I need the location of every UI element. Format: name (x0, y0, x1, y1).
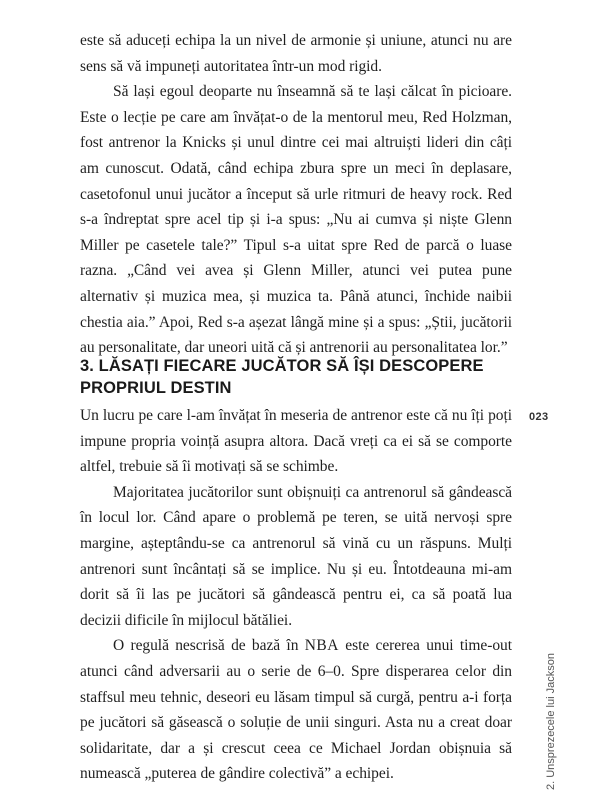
section-heading: 3. LĂSAȚI FIECARE JUCĂTOR SĂ ÎȘI DESCOPERE PROPRIUL DESTIN (80, 357, 484, 397)
nba-abbreviation: NBA (304, 637, 339, 655)
body-text-top (80, 28, 512, 361)
paragraph-continuation: este să aduceți echipa la un nivel de armonie și uniune, atunci nu are sens să vă impuneți autoritatea într-un mod rigid. (80, 32, 512, 75)
paragraph-red-holzman: Să lași egoul deoparte nu înseamnă să te lași călcat în picioare. Este o lecție pe care am învățat-o de la mentorul meu, Red Holzman, fost antrenor la Knicks și unul dintre cei mai altruiști lideri din câți am cunoscut. Odată, când echipa zbura spre un meci în deplasare, casetofonul unui jucător a început să urle ritmuri de heavy rock. Red s-a îndreptat spre acel tip și i-a spus: „Nu ai cumva și niște Glenn Miller pe casetele tale?” Tipul s-a uitat spre Red de parcă o luase razna. „Când vei avea și Glenn Miller, atunci vei putea pune alternativ și muzica mea, și muzica ta. Până atunci, închide naibii chestia aia.” Apoi, Red s-a așezat lângă mine și a spus: „Știi, jucătorii au personalitate, dar uneori uită că și antrenorii au personalitatea lor.” (80, 83, 512, 357)
body-text-bottom (80, 403, 512, 787)
timeout-text-end: este cererea unui time-out atunci când adversarii au o serie de 6–0. Spre disperarea celor din staffsul meu tehnic, deseori eu lăsam timpul să curgă, pentru a-i forța pe jucători să găsească o soluție de unii singuri. Asta nu a creat doar solidaritate, dar a și crescut ceea ce Michael Jordan obișnuia să numească „puterea de gândire colectivă” a echipei. (80, 637, 512, 783)
paragraph-lesson: Un lucru pe care l-am învățat în meseria de antrenor este că nu îți poți impune propria voință asupra altora. Dacă vreți ca ei să se comporte altfel, trebuie să îi motivați să se schimbe. (80, 407, 512, 476)
page-number: 023 (529, 411, 549, 423)
running-head: 2. Unsprezecele lui Jackson (545, 653, 557, 790)
paragraph-players: Majoritatea jucătorilor sunt obișnuiți ca antrenorul să gândească în locul lor. Când apare o problemă pe teren, se uită nervoși spre margine, așteptându-se ca antrenorul să vină cu un răspuns. Mulți antrenori sunt încântați să se implice. Nu și eu. Întotdeauna mi-am dorit să îi las pe jucători să gândească pentru ei, ca să poată lua decizii dificile în mijlocul bătăliei. (80, 483, 512, 629)
paragraph-timeout (80, 633, 512, 787)
timeout-text-start: O regulă nescrisă de bază în (113, 637, 305, 655)
